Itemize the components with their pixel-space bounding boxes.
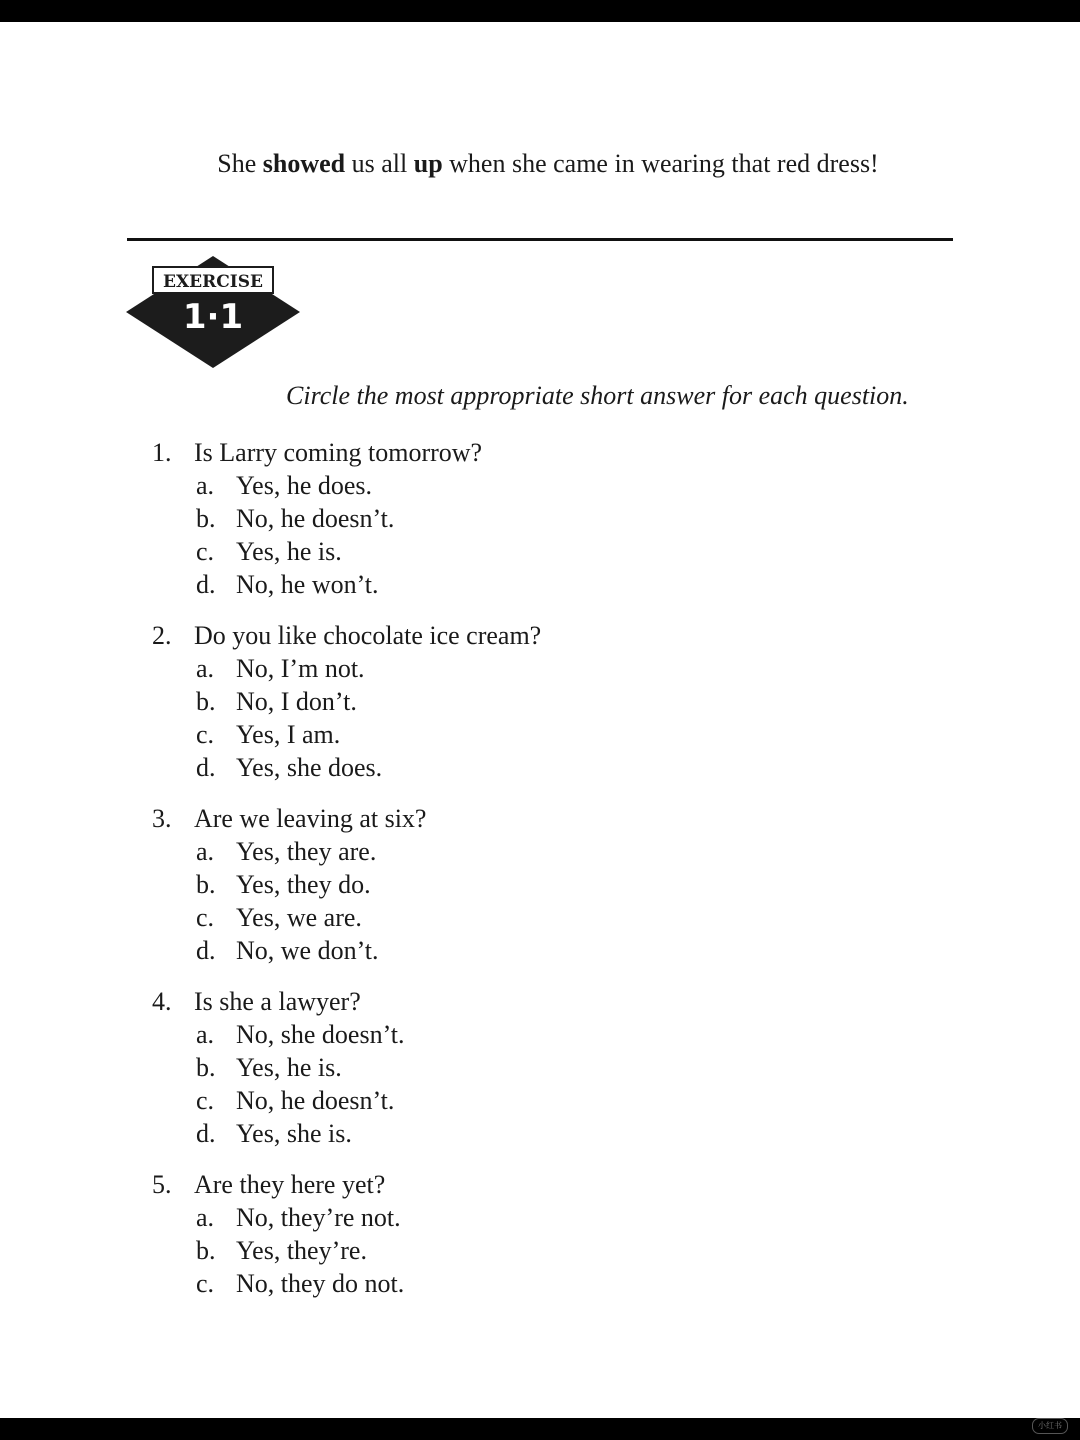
option-text: No, they do not. — [236, 1269, 405, 1298]
option-letter: b. — [196, 1236, 216, 1265]
answer-option[interactable] — [152, 1051, 952, 1084]
question-text: Do you like chocolate ice cream? — [194, 621, 542, 650]
option-text: No, I’m not. — [236, 654, 365, 683]
question-list — [152, 436, 952, 1318]
document-page — [0, 22, 1080, 1418]
question-number: 3. — [152, 804, 172, 833]
option-letter: c. — [196, 1269, 215, 1298]
answer-option[interactable] — [152, 934, 952, 967]
question-3 — [152, 802, 952, 967]
option-text: Yes, we are. — [236, 903, 362, 932]
top-black-bar — [0, 0, 1080, 22]
option-text: Yes, he is. — [236, 1053, 342, 1082]
option-text: No, she doesn’t. — [236, 1020, 405, 1049]
question-stem — [152, 436, 952, 469]
answer-option[interactable] — [152, 652, 952, 685]
question-text: Is she a lawyer? — [194, 987, 361, 1016]
option-text: No, he won’t. — [236, 570, 379, 599]
question-4 — [152, 985, 952, 1150]
watermark-logo: 小红书 — [1032, 1418, 1068, 1434]
option-letter: b. — [196, 1053, 216, 1082]
answer-option[interactable] — [152, 1267, 952, 1300]
option-text: Yes, I am. — [236, 720, 341, 749]
question-2 — [152, 619, 952, 784]
option-letter: b. — [196, 504, 216, 533]
option-letter: c. — [196, 537, 215, 566]
answer-option[interactable] — [152, 1117, 952, 1150]
exercise-badge — [126, 256, 300, 368]
option-text: Yes, she does. — [236, 753, 383, 782]
answer-option[interactable] — [152, 901, 952, 934]
answer-option[interactable] — [152, 502, 952, 535]
example-sentence: She showed us all up when she came in wearing that red dress! — [217, 149, 879, 178]
answer-option[interactable] — [152, 1018, 952, 1051]
question-number: 2. — [152, 621, 172, 650]
option-letter: a. — [196, 1203, 215, 1232]
badge-number: 1·1 — [182, 297, 244, 337]
option-letter: d. — [196, 570, 216, 599]
answer-option[interactable] — [152, 1201, 952, 1234]
option-text: No, they’re not. — [236, 1203, 401, 1232]
question-stem — [152, 619, 952, 652]
option-letter: a. — [196, 654, 215, 683]
question-text: Are they here yet? — [194, 1170, 386, 1199]
answer-option[interactable] — [152, 1234, 952, 1267]
option-letter: d. — [196, 936, 216, 965]
question-5 — [152, 1168, 952, 1300]
question-stem — [152, 985, 952, 1018]
option-text: No, he doesn’t. — [236, 504, 395, 533]
option-letter: d. — [196, 753, 216, 782]
horizontal-rule — [127, 238, 953, 241]
answer-option[interactable] — [152, 469, 952, 502]
answer-option[interactable] — [152, 718, 952, 751]
question-text: Is Larry coming tomorrow? — [194, 438, 483, 467]
example-bold-particle: up — [413, 149, 443, 178]
question-1 — [152, 436, 952, 601]
answer-option[interactable] — [152, 868, 952, 901]
option-text: Yes, they are. — [236, 837, 377, 866]
option-letter: b. — [196, 687, 216, 716]
option-text: Yes, he does. — [236, 471, 373, 500]
option-letter: d. — [196, 1119, 216, 1148]
question-number: 4. — [152, 987, 172, 1016]
badge-label: EXERCISE — [163, 272, 263, 292]
option-letter: a. — [196, 471, 215, 500]
question-stem — [152, 802, 952, 835]
option-text: Yes, they’re. — [236, 1236, 367, 1265]
question-number: 5. — [152, 1170, 172, 1199]
option-letter: a. — [196, 1020, 215, 1049]
example-bold-verb: showed — [262, 149, 346, 178]
option-letter: c. — [196, 903, 215, 932]
answer-option[interactable] — [152, 535, 952, 568]
question-stem — [152, 1168, 952, 1201]
exercise-instruction: Circle the most appropriate short answer for each question. — [286, 381, 909, 410]
option-letter: b. — [196, 870, 216, 899]
option-letter: c. — [196, 720, 215, 749]
answer-option[interactable] — [152, 835, 952, 868]
question-text: Are we leaving at six? — [194, 804, 427, 833]
question-number: 1. — [152, 438, 172, 467]
option-letter: c. — [196, 1086, 215, 1115]
option-text: Yes, he is. — [236, 537, 342, 566]
answer-option[interactable] — [152, 685, 952, 718]
bottom-black-bar — [0, 1418, 1080, 1440]
answer-option[interactable] — [152, 568, 952, 601]
answer-option[interactable] — [152, 1084, 952, 1117]
option-text: Yes, they do. — [236, 870, 371, 899]
option-text: Yes, she is. — [236, 1119, 352, 1148]
answer-option[interactable] — [152, 751, 952, 784]
option-letter: a. — [196, 837, 215, 866]
option-text: No, he doesn’t. — [236, 1086, 395, 1115]
option-text: No, we don’t. — [236, 936, 379, 965]
option-text: No, I don’t. — [236, 687, 357, 716]
